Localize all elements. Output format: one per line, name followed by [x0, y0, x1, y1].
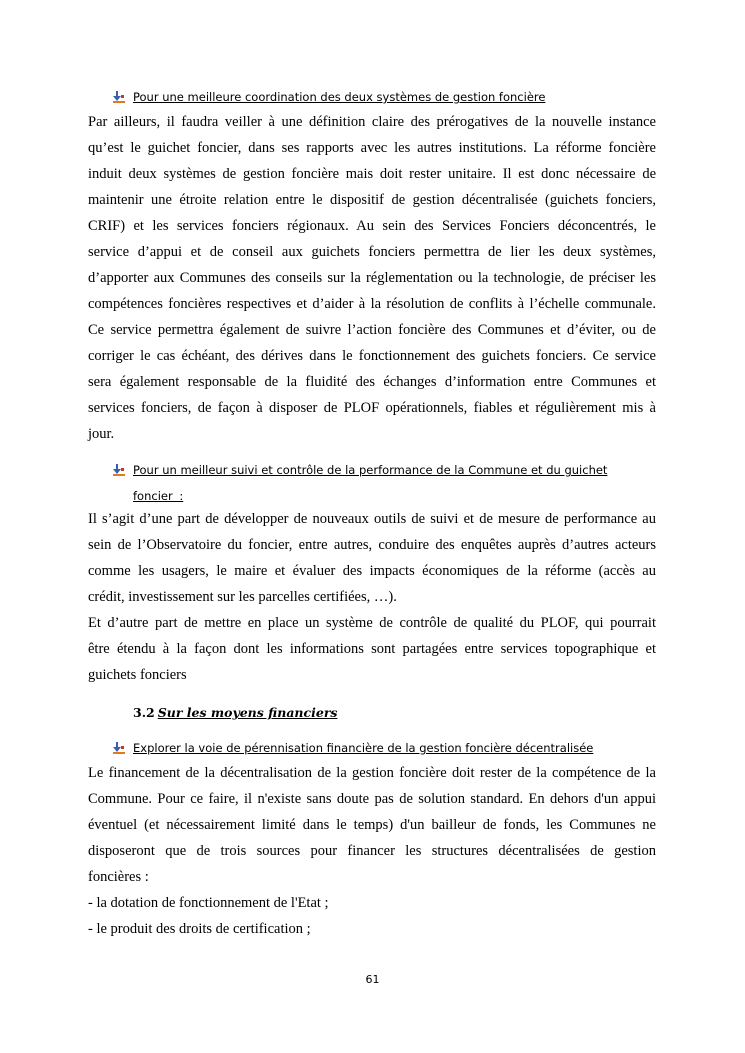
section-title: Sur les moyens financiers [157, 705, 338, 720]
text-line: comme les usagers, le maire et évaluer des impacts économiques de la réforme (accès au [88, 563, 656, 579]
bullet-arrow-icon [113, 742, 125, 754]
bullet-heading-text: Pour un meilleur suivi et contrôle de la performance de la Commune et du guichet [133, 463, 608, 477]
text-line: Il s’agit d’une part de développer de nouveaux outils de suivi et de mesure de performance au [88, 511, 656, 527]
bullet-heading-text: Pour une meilleure coordination des deux systèmes de gestion foncière [133, 90, 546, 104]
text-line: Le financement de la décentralisation de la gestion foncière doit rester de la compétence de la [88, 765, 656, 781]
bullet-arrow-icon [113, 464, 125, 476]
text-line: d’apporter aux Communes des conseils sur la réglementation ou la technologie, de préciser les [88, 270, 656, 286]
text-line: - le produit des droits de certification ; [88, 921, 311, 937]
text-line: sera également responsable de la fluidité des échanges d’information entre Communes et [88, 374, 656, 390]
text-line: disposeront que de trois sources pour financer les structures décentralisées de gestion [88, 843, 656, 859]
bullet-heading-text: foncier : [133, 489, 184, 503]
bullet-heading-financing [113, 735, 656, 761]
text-line: Ce service permettra également de suivre l’action foncière des Communes et d’éviter, ou de [88, 322, 656, 338]
text-line: foncières : [88, 869, 149, 885]
section-heading [133, 700, 337, 726]
text-line: Commune. Pour ce faire, il n'existe sans doute pas de solution standard. En dehors d'un appui [88, 791, 656, 807]
paragraph-coordination [88, 109, 656, 447]
text-line: corriger le cas échéant, des dérives dans le fonctionnement des guichets fonciers. Ce service [88, 348, 656, 364]
text-line: Et d’autre part de mettre en place un système de contrôle de qualité du PLOF, qui pourrait [88, 615, 656, 631]
text-line: services fonciers, de façon à disposer de PLOF opérationnels, fiables et régulièrement mis à [88, 400, 656, 416]
text-line: guichets fonciers [88, 667, 187, 683]
text-line: sein de l’Observatoire du foncier, entre autres, conduire des enquêtes auprès d’autres acteurs [88, 537, 656, 553]
section-number: 3.2 [133, 705, 155, 720]
list-item [88, 916, 656, 942]
bullet-heading-performance [113, 457, 656, 509]
paragraph-quality-control [88, 610, 656, 688]
paragraph-financing [88, 760, 656, 890]
text-line: être étendu à la façon dont les informations sont partagées entre services topographique et [88, 641, 656, 657]
text-line: Par ailleurs, il faudra veiller à une définition claire des prérogatives de la nouvelle instance [88, 114, 656, 130]
text-line: maintenir une étroite relation entre le dispositif de gestion décentralisée (guichets fonciers, [88, 192, 656, 208]
text-line: - la dotation de fonctionnement de l'Etat ; [88, 895, 329, 911]
bullet-heading-coordination [113, 84, 656, 110]
paragraph-performance [88, 506, 656, 610]
page-number: 61 [365, 973, 380, 986]
text-line: service d’appui et de conseil aux guichets fonciers permettra de lier les deux systèmes, [88, 244, 656, 260]
text-line: induit deux systèmes de gestion foncière mais doit rester unitaire. Il est donc nécessaire de [88, 166, 656, 182]
text-line: éventuel (et nécessairement limité dans le temps) d'un bailleur de fonds, les Communes ne [88, 817, 656, 833]
text-line: compétences foncières respectives et d’aider à la résolution de conflits à l’échelle communale. [88, 296, 656, 312]
bullet-arrow-icon [113, 91, 125, 103]
text-line: crédit, investissement sur les parcelles certifiées, …). [88, 589, 397, 605]
bullet-heading-text: Explorer la voie de pérennisation financière de la gestion foncière décentralisée [133, 741, 594, 755]
text-line: CRIF) et les services fonciers régionaux. Au sein des Services Fonciers déconcentrés, le [88, 218, 656, 234]
list-item [88, 890, 656, 916]
text-line: qu’est le guichet foncier, dans ses rapports avec les autres institutions. La réforme foncière [88, 140, 656, 156]
text-line: jour. [88, 426, 115, 442]
